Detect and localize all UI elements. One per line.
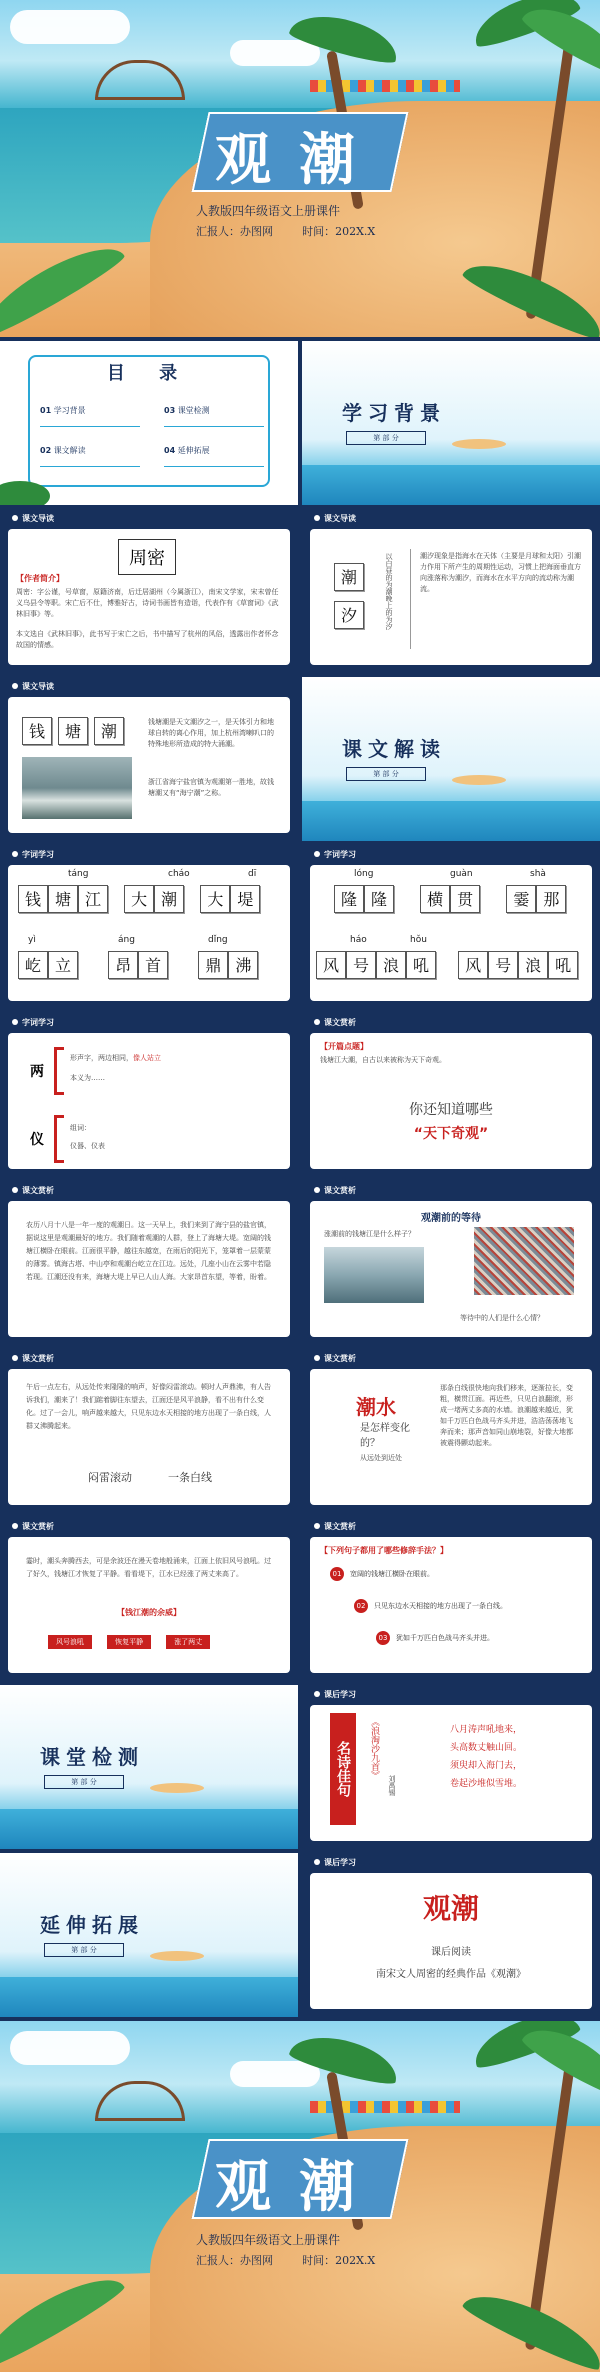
word-row [18,885,260,913]
char-tile: 风 [316,951,346,979]
pinyin: áng [118,935,135,945]
poem-line: 八月涛声吼地来， [450,1725,523,1735]
char-tile: 塘 [48,885,78,913]
pinyin: hǒu [410,935,427,945]
char-tile: 鼎 [198,951,228,979]
word-row [316,951,578,979]
question-slide[interactable] [302,1013,600,1177]
card [310,1705,592,1841]
char-analysis-slide[interactable] [0,1013,298,1177]
paragraph-slide-2[interactable] [0,1349,298,1513]
toc-item[interactable] [40,445,140,467]
pinyin: táng [68,869,89,879]
slide-title: 观潮前的等待 [421,1213,481,1224]
sea-wave [302,801,600,841]
section-title: 延伸拓展 [40,1913,144,1937]
title: 观潮 [215,2154,384,2220]
tide-change-slide[interactable] [302,1349,600,1513]
toc-label: 学习背景 [53,406,86,415]
author-paragraph: 本文选自《武林旧事》，此书写于宋亡之后，书中描写了杭州的风俗，透露出作者怀念故国的情感。 [16,630,279,649]
tide-desc: 潮汐现象是指海水在天体（主要是月球和太阳）引潮力作用下所产生的周期性运动，习惯上把海面垂直方向涨落称为潮汐，而海水在水平方向的流动称为潮流。 [420,552,581,593]
big-title: 观潮 [422,1892,479,1925]
card [310,1873,592,2009]
question-line: 钱塘江大潮，自古以来被称为天下奇观。 [320,1056,446,1064]
pinyin: dī [248,869,257,879]
pill: 涨了两丈 [166,1635,210,1649]
char-tile: 号 [488,951,518,979]
slide-header: 课文赏析 [314,1353,356,1364]
order-item: 03 犹如千万匹白色战马齐头并进。 [376,1631,494,1645]
poem-side-label: 名诗佳句 [330,1713,356,1825]
card [8,529,290,665]
sea-wave [0,1977,298,2017]
section-part: 第 部 分 [346,431,426,445]
rhetoric-slide[interactable] [302,1517,600,1681]
pinyin: háo [350,935,367,945]
poem-lines [450,1721,522,1793]
title-banner [191,2139,408,2219]
toc-num: 01 [40,406,52,415]
section-slide-test[interactable] [0,1685,298,1849]
slide-header: 课文导读 [314,513,356,524]
pill: 风号浪吼 [48,1635,92,1649]
analysis-line: 本义为…… [70,1074,105,1082]
toc-label: 课文解读 [53,446,86,455]
char-tile: 沸 [228,951,258,979]
char-tile: 钱 [22,717,52,745]
big-word: 潮水 [356,1395,396,1419]
palm-leaf [0,232,128,337]
poem-author: 刘禹锡 [388,1775,396,1796]
toc-item[interactable] [164,445,264,467]
reading-slide[interactable] [302,1853,600,2017]
section-part: 第 部 分 [44,1943,124,1957]
slide-header: 课文导读 [12,513,54,524]
change-note: 从远处到近处 [360,1454,402,1462]
section-title: 课堂检测 [40,1745,144,1769]
analysis-line: 组词： [70,1124,91,1132]
char-tile: 霎 [506,885,536,913]
word-row [334,885,566,913]
divider [410,549,411,649]
title: 观潮 [215,127,384,193]
cover-slide[interactable] [0,0,600,337]
char-tile: 潮 [154,885,184,913]
char-tile: 吼 [406,951,436,979]
char-big: 两 [30,1064,44,1080]
char-tile: 首 [138,951,168,979]
title-banner [191,112,408,192]
tag: 【开篇点题】 [320,1042,368,1051]
poem-title: 《浪淘沙九首》 [369,1717,379,1780]
vocab-slide-2[interactable] [302,845,600,1009]
paragraph: 农历八月十八是一年一度的观潮日。这一天早上，我们来到了海宁县的盐官镇，据说这里是观潮最好的地方。我们随着观潮的人群，登上了海塘大堤。宽阔的钱塘江横卧在眼前。江面很平静，越往东越宽，在雨后的阳光下，笼罩着一层蒙蒙的薄雾。镇海古塔、中山亭和观潮台屹立在江边。远处，几座小山在云雾中若隐若现。江潮还没有来，海塘大堤上早已人山人海。大家昂首东望，等着，盼着。 [26,1221,271,1281]
closing-slide[interactable] [0,2021,600,2372]
reporter-line [196,220,375,239]
toc-num: 02 [40,446,52,455]
char-tile: 潮 [334,563,364,591]
char-tile: 风 [458,951,488,979]
keyword: 一条白线 [168,1471,212,1484]
card [8,1537,290,1673]
island [452,439,506,449]
toc-title: 目 录 [106,363,192,384]
tag: 【钱江潮的余威】 [117,1608,181,1617]
pinyin: cháo [168,869,190,879]
reporter: 汇报人：办图网 [196,2254,273,2267]
bracket [54,1047,64,1095]
order-item: 02 只见东边水天相接的地方出现了一条白线。 [354,1599,507,1613]
poem-slide[interactable] [302,1685,600,1849]
island [150,1951,204,1961]
fence [95,2081,185,2121]
section-slide-extension[interactable] [0,1853,298,2017]
crowd-photo [474,1227,574,1295]
slide-header: 课文赏析 [12,1521,54,1532]
tide-photo [22,757,132,819]
paragraph: 午后一点左右，从远处传来隆隆的响声，好像闷雷滚动。顿时人声鼎沸，有人告诉我们，潮来了！我们踮着脚往东望去，江面还是风平浪静，看不出有什么变化。过了一会儿，响声越来越大，只见东边水天相接的地方出现了一条白线，人群又沸腾起来。 [26,1383,271,1430]
char-tile: 昂 [108,951,138,979]
section-part: 第 部 分 [346,767,426,781]
subtitle: 人教版四年级语文上册课件 [196,204,341,218]
author-tag: 【作者简介】 [16,574,64,583]
reporter-line [196,2249,375,2268]
char-tile: 屹 [18,951,48,979]
char-tile: 浪 [376,951,406,979]
card [8,697,290,833]
slide-header: 字词学习 [12,849,54,860]
river-photo [324,1247,424,1303]
slide-header: 课文赏析 [314,1185,356,1196]
time: 时间：202X.X [302,225,376,238]
section-title: 课文解读 [342,737,446,761]
palm-leaf [519,2021,600,2100]
section-slide-background[interactable] [302,341,600,505]
word-row [18,951,258,979]
paragraph-slide-1[interactable] [0,1181,298,1345]
card [8,1033,290,1169]
tide-slide[interactable] [302,509,600,673]
cloud [10,10,130,44]
slide-header: 字词学习 [12,1017,54,1028]
toc-label: 延伸拓展 [177,446,210,455]
question-line: 涨潮前的钱塘江是什么样子？ [324,1230,415,1238]
card [310,865,592,1001]
card [310,1537,592,1673]
vocab-slide-1[interactable] [0,845,298,1009]
fence [95,60,185,100]
pill: 恢复平静 [107,1635,151,1649]
toc-item[interactable] [40,405,140,427]
card [8,865,290,1001]
palm-leaf [0,2263,128,2372]
time: 时间：202X.X [302,2254,376,2267]
change-question: 是怎样变化的？ [360,1423,410,1449]
toc-slide[interactable] [0,341,298,505]
slide-header: 课文赏析 [12,1185,54,1196]
slide-header: 课后学习 [314,1689,356,1700]
pinyin: lóng [354,869,374,879]
author-slide[interactable] [0,509,298,673]
pinyin: yì [28,935,36,945]
char-tile: 隆 [334,885,364,913]
author-name-box: 周密 [118,539,176,575]
section-part: 第 部 分 [44,1775,124,1789]
paragraph-slide-3[interactable] [0,1517,298,1681]
toc-num: 03 [164,406,176,415]
char-tile: 江 [78,885,108,913]
char-tile: 吼 [548,951,578,979]
toc-label: 课堂检测 [177,406,210,415]
char-tile: 贯 [450,885,480,913]
section-title: 学习背景 [342,401,446,425]
slide-title: 【下列句子都用了哪些修辞手法？】 [320,1546,448,1555]
char-tile: 大 [124,885,154,913]
paragraph: 霎时，潮头奔腾西去，可是余波还在漫天卷地般涌来，江面上依旧风号浪吼。过了好久，钱塘江才恢复了平静。看看堤下，江水已经涨了两丈来高了。 [26,1557,271,1578]
sea-wave [302,465,600,505]
char-tile: 钱 [18,885,48,913]
question-line: 等待中的人们是什么心情？ [460,1314,544,1322]
question: 你还知道哪些 [409,1102,493,1118]
char-big: 仪 [30,1132,44,1148]
island [452,775,506,785]
char-tile: 汐 [334,601,364,629]
slide-header: 课后学习 [314,1857,356,1868]
char-tile: 立 [48,951,78,979]
bracket [54,1115,64,1163]
poem-line: 卷起沙堆似雪堆。 [450,1779,523,1789]
char-tile: 潮 [94,717,124,745]
card [310,1369,592,1505]
slide-header: 课文赏析 [12,1353,54,1364]
subtitle: 人教版四年级语文上册课件 [196,2233,341,2247]
slide-header: 课文导读 [12,681,54,692]
answer: “天下奇观” [413,1126,489,1142]
poem-line: 须臾却入海门去， [450,1761,523,1771]
toc-num: 04 [164,446,176,455]
analysis-line: 形声字，两边相同，像人站立 [70,1054,161,1062]
bullet: 钱塘潮是天文潮汐之一，是天体引力和地球自转的离心作用，加上杭州湾喇叭口的特殊地形所造成的特大涌潮。 [148,718,274,748]
card [310,1201,592,1337]
char-tile: 堤 [230,885,260,913]
reporter: 汇报人：办图网 [196,225,273,238]
char-tile: 那 [536,885,566,913]
slide-header: 课文赏析 [314,1521,356,1532]
reading-line: 南宋文人周密的经典作品《观潮》 [376,1969,526,1980]
char-tile: 号 [346,951,376,979]
order-item: 01 宽阔的钱塘江横卧在眼前。 [330,1567,434,1581]
keyword-pills [48,1629,210,1649]
cloud [230,2061,320,2087]
section-slide-reading[interactable] [302,677,600,841]
author-paragraph: 周密：字公谨，号草窗，原籍济南，后迁居湖州（今属浙江），南宋文学家，宋末曾任义乌县令等职。宋亡后不仕，博雅好古，诗词书画皆有造诣，代表作有《草窗词》《武林旧事》等。 [16,588,279,618]
slide-header: 字词学习 [314,849,356,860]
slide-header: 课文赏析 [314,1017,356,1028]
char-tile: 大 [200,885,230,913]
card [8,1369,290,1505]
bullet: 浙江省海宁盐官镇为观潮第一胜地，故钱塘潮又有“海宁潮”之称。 [148,778,274,797]
char-tile: 隆 [364,885,394,913]
char-tile: 浪 [518,951,548,979]
island [150,1783,204,1793]
cloud [230,40,320,66]
card [310,529,592,665]
qiantang-slide[interactable] [0,677,298,841]
palm-leaf [519,0,600,79]
reading-line: 课后阅读 [431,1947,471,1958]
card [8,1201,290,1337]
pinyin: guàn [450,869,473,879]
keyword: 闷雷滚动 [88,1471,132,1484]
waiting-slide[interactable] [302,1181,600,1345]
pinyin: dǐng [208,935,228,945]
pinyin: shà [530,869,546,879]
poem-line: 头高数丈触山回。 [450,1743,523,1753]
char-tile: 塘 [58,717,88,745]
sea-wave [0,1809,298,1849]
paragraph: 那条白线很快地向我们移来，逐渐拉长，变粗，横贯江面。再近些，只见白浪翻滚，形成一堵两丈多高的水墙。浪潮越来越近，犹如千万匹白色战马齐头并进，浩浩荡荡地飞奔而来；那声音如同山崩地裂，好像大地都被震得颤动起来。 [440,1384,573,1447]
char-tile: 横 [420,885,450,913]
toc-item[interactable] [164,405,264,427]
card [310,1033,592,1169]
cloud [10,2031,130,2065]
analysis-line: 仪器、仪表 [70,1142,105,1150]
vertical-note: 以白昼的为潮晚上的为汐 [385,553,393,630]
